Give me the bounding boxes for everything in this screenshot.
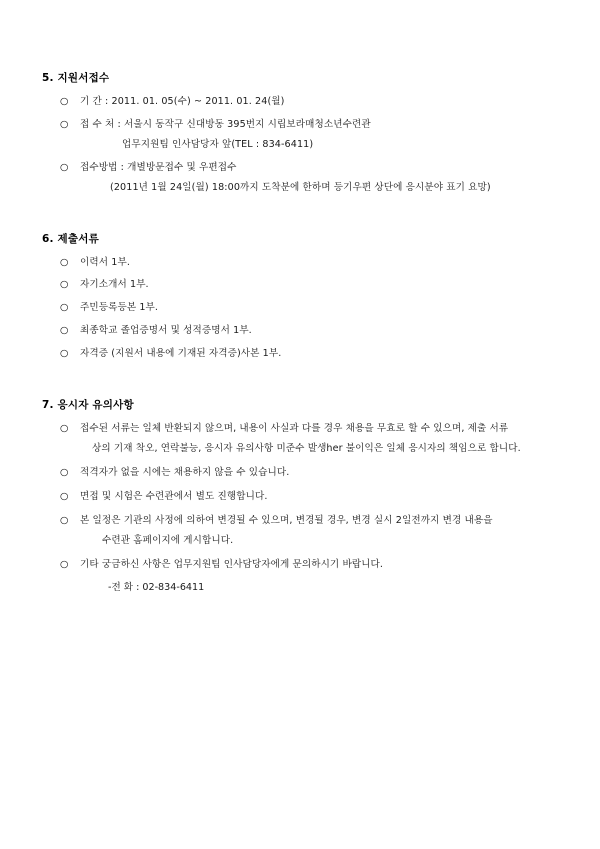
section-item-list [42,95,558,195]
list-item [42,161,558,195]
list-item-text: 기타 궁금하신 사항은 업무지원팀 인사담당자에게 문의하시기 바랍니다. [80,558,384,570]
list-item [42,558,558,572]
list-item-text: 접 수 처 : 서울시 동작구 신대방동 395번지 시립보라매청소년수련관 [80,118,371,130]
circle-bullet-icon: ○ [60,279,69,291]
circle-bullet-icon: ○ [60,558,69,570]
list-item-body [80,514,558,548]
section-title: 6. 제출서류 [42,232,99,245]
section-title: 7. 응시자 유의사항 [42,399,134,412]
list-item-text: 이력서 1부. [80,256,130,268]
section-item-list [42,422,558,571]
list-item [42,347,558,361]
list-item-continuation: 수련관 홈페이지에 게시합니다. [102,534,234,546]
contact-phone-line: -전 화 : 02-834-6411 [108,582,205,594]
list-item-body [80,301,558,315]
list-item-body [80,422,558,456]
list-item-body [80,558,558,572]
list-item-text: 주민등록등본 1부. [80,302,159,314]
list-item-body [80,118,558,152]
list-item-text: 면접 및 시험은 수련관에서 별도 진행합니다. [80,490,268,502]
section-item-list [42,256,558,362]
circle-bullet-icon: ○ [60,423,69,435]
section-applicant-notes [42,397,558,595]
list-item [42,422,558,456]
list-item-text: 최종학교 졸업증명서 및 성적증명서 1부. [80,325,252,337]
list-item [42,490,558,504]
list-item [42,256,558,270]
section-title: 5. 지원서접수 [42,72,110,84]
list-item [42,95,558,109]
circle-bullet-icon: ○ [60,325,69,337]
list-item [42,118,558,152]
list-item-continuation: 상의 기재 착오, 연락불능, 응시자 유의사항 미준수 발생her 불이익은 일체 응시자의 책임으로 합니다. [92,442,521,454]
circle-bullet-icon: ○ [60,161,69,173]
section-application-receipt [42,70,558,195]
list-item-body [80,347,558,361]
list-item-body [80,324,558,338]
list-item-continuation: 업무지원팀 인사담당자 앞(TEL : 834-6411) [122,138,314,150]
circle-bullet-icon: ○ [60,490,69,502]
list-item-body [80,490,558,504]
section-required-documents [42,231,558,362]
list-item-body [80,95,558,109]
circle-bullet-icon: ○ [60,466,69,478]
section-spacer [42,217,558,231]
list-item [42,324,558,338]
list-item-text: 적격자가 없을 시에는 채용하지 않을 수 있습니다. [80,466,290,478]
circle-bullet-icon: ○ [60,118,69,130]
circle-bullet-icon: ○ [60,348,69,360]
list-item-body [80,466,558,480]
section-spacer [42,383,558,397]
list-item-body [80,256,558,270]
list-item [42,514,558,548]
list-item-text: 자기소개서 1부. [80,279,149,291]
circle-bullet-icon: ○ [60,96,69,107]
circle-bullet-icon: ○ [60,514,69,526]
list-item [42,466,558,480]
list-item-body [80,161,558,195]
list-item-text: 접수방법 : 개별방문접수 및 우편접수 [80,161,237,173]
circle-bullet-icon: ○ [60,302,69,314]
list-item-text: 자격증 (지원서 내용에 기재된 자격증)사본 1부. [80,348,282,360]
list-item [42,278,558,292]
list-item-text: 접수된 서류는 일체 반환되지 않으며, 내용이 사실과 다를 경우 채용을 무효로 할 수 있으며, 제출 서류 [80,423,509,435]
list-item-body [80,278,558,292]
list-item [42,301,558,315]
list-item-continuation: (2011년 1월 24일(월) 18:00까지 도착분에 한하며 등기우편 상단에 응시분야 표기 요망) [110,181,491,193]
list-item-text: 기 간 : 2011. 01. 05(수) ~ 2011. 01. 24(월) [80,96,285,107]
circle-bullet-icon: ○ [60,256,69,268]
list-item-text: 본 일정은 기관의 사정에 의하여 변경될 수 있으며, 변경될 경우, 변경 실시 2일전까지 변경 내용을 [80,514,493,526]
